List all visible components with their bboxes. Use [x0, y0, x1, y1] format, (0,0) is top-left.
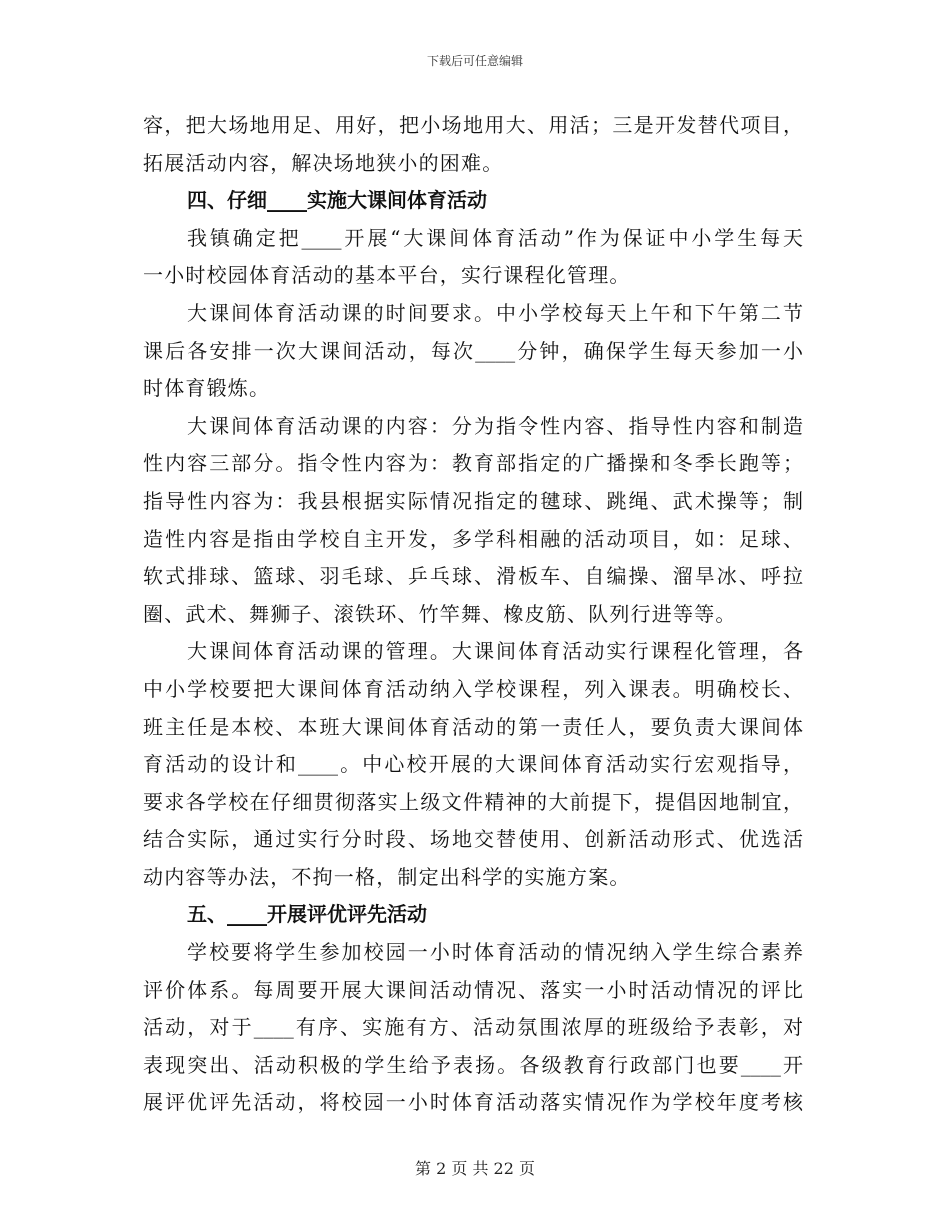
- paragraph-line: 性内容三部分。指令性内容为：教育部指定的广播操和冬季长跑等；: [143, 451, 803, 476]
- document-body: [143, 107, 803, 1122]
- paragraph-line: 大课间体育活动课的管理。大课间体育活动实行课程化管理，各: [187, 639, 803, 664]
- paragraph-line: 学校要将学生参加校园一小时体育活动的情况纳入学生综合素养: [187, 940, 803, 965]
- paragraph-line: 大课间体育活动课的时间要求。中小学校每天上午和下午第二节: [187, 300, 803, 325]
- paragraph-line: 表现突出、活动积极的学生给予表扬。各级教育行政部门也要____开: [143, 1052, 803, 1077]
- paragraph-line: 容，把大场地用足、用好，把小场地用大、用活；三是开发替代项目，: [143, 113, 803, 137]
- paragraph-line: 班主任是本校、本班大课间体育活动的第一责任人，要负责大课间体: [143, 714, 803, 739]
- paragraph-line: 活动，对于____有序、实施有方、活动氛围浓厚的班级给予表彰，对: [143, 1015, 803, 1040]
- paragraph-line: 动内容等办法，不拘一格，制定出科学的实施方案。: [143, 864, 631, 889]
- paragraph-line: 软式排球、篮球、羽毛球、乒乓球、滑板车、自编操、溜旱冰、呼拉: [143, 564, 803, 589]
- section-heading-4: 四、仔细____实施大课间体育活动: [187, 188, 487, 213]
- paragraph-line: 要求各学校在仔细贯彻落实上级文件精神的大前提下，提倡因地制宜，: [143, 789, 803, 814]
- paragraph-line: 评价体系。每周要开展大课间活动情况、落实一小时活动情况的评比: [143, 977, 803, 1002]
- paragraph-line: 展评优评先活动，将校园一小时体育活动落实情况作为学校年度考核: [143, 1090, 803, 1115]
- paragraph-line: 育活动的设计和____。中心校开展的大课间体育活动实行宏观指导，: [143, 752, 803, 777]
- paragraph-line: 时体育锻炼。: [143, 376, 271, 401]
- paragraph-line: 我镇确定把____开展“大课间体育活动”作为保证中小学生每天: [187, 225, 803, 250]
- section-heading-5: 五、____开展评优评先活动: [187, 902, 427, 927]
- page-number: 第 2 页 共 22 页: [415, 1159, 535, 1178]
- paragraph-line: 结合实际，通过实行分时段、场地交替使用、创新活动形式、优选活: [143, 827, 803, 852]
- paragraph-line: 大课间体育活动课的内容：分为指令性内容、指导性内容和制造: [187, 413, 803, 438]
- paragraph-line: 中小学校要把大课间体育活动纳入学校课程，列入课表。明确校长、: [143, 676, 803, 701]
- paragraph-line: 课后各安排一次大课间活动，每次____分钟，确保学生每天参加一小: [143, 338, 803, 363]
- paragraph-line: 圈、武术、舞狮子、滚铁环、竹竿舞、橡皮筋、队列行进等等。: [143, 601, 737, 626]
- paragraph-line: 指导性内容为：我县根据实际情况指定的毽球、跳绳、武术操等；制: [143, 488, 803, 513]
- paragraph-line: 造性内容是指由学校自主开发，多学科相融的活动项目，如：足球、: [143, 526, 803, 551]
- paragraph-line: 一小时校园体育活动的基本平台，实行课程化管理。: [143, 263, 631, 288]
- header-note: 下载后可任意编辑: [426, 54, 523, 68]
- paragraph-line: 拓展活动内容，解决场地狭小的困难。: [143, 150, 504, 175]
